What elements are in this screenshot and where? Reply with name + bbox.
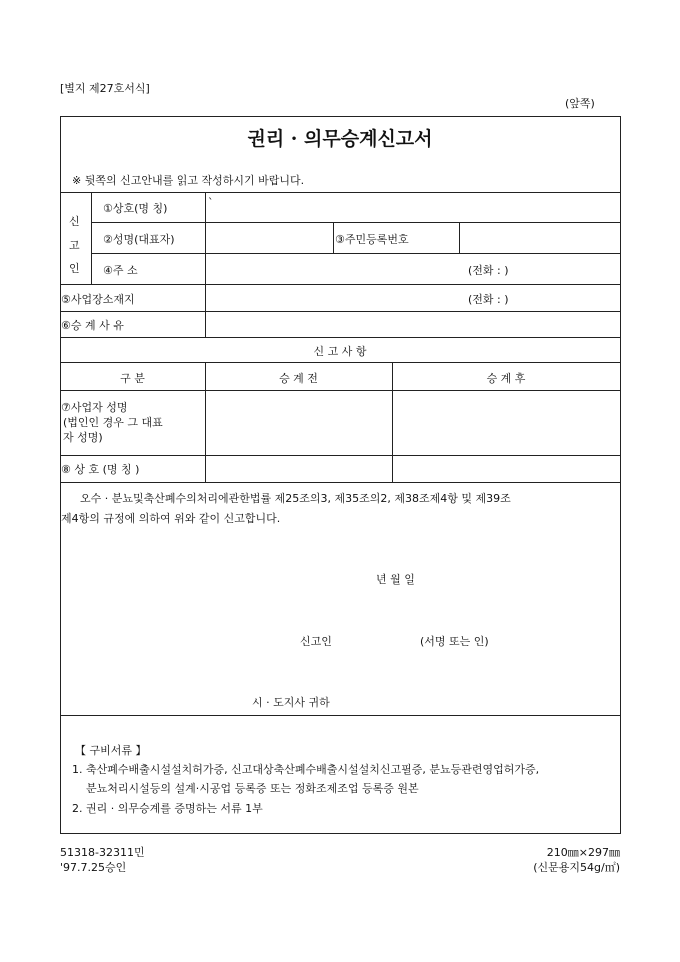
form-code: 51318-32311민 (60, 846, 145, 859)
name-field[interactable] (206, 223, 332, 252)
row7-label: ⑦사업자 성명 (61, 401, 128, 414)
row7-label: (법인인 경우 그 대표 (63, 416, 163, 429)
date-line[interactable]: 년 월 일 (376, 573, 415, 586)
statement: 제4항의 규정에 의하여 위와 같이 신고합니다. (61, 512, 281, 525)
reporter-label: 신 (69, 215, 80, 228)
document-item: 2. 권리 · 의무승계를 증명하는 서류 1부 (72, 802, 263, 815)
documents-heading: 【 구비서류 】 (75, 744, 147, 757)
document-item: 1. 축산폐수배출시설설치허가증, 신고대상축산폐수배출시설설치신고필증, 분뇨등관련영업허가증, (72, 763, 540, 776)
trade-name-field[interactable]: ` (208, 196, 214, 209)
report-items-heading: 신 고 사 항 (313, 345, 367, 358)
side-label: (앞쪽) (565, 97, 595, 110)
business-location-label: ⑤사업장소재지 (61, 293, 135, 306)
statement: 오수 · 분뇨및축산폐수의처리에관한법률 제25조의3, 제35조의2, 제38조제4항 및 제39조 (80, 492, 511, 505)
signature-field[interactable]: (서명 또는 인) (420, 635, 489, 648)
notice: ※ 뒷쪽의 신고안내를 읽고 작성하시기 바랍니다. (72, 174, 305, 187)
col-before: 승 계 전 (279, 372, 318, 385)
page-title: 권리 · 의무승계신고서 (247, 128, 433, 150)
col-category: 구 분 (120, 372, 145, 385)
paper-size: 210㎜×297㎜ (546, 846, 620, 859)
reason-field[interactable] (206, 312, 619, 336)
business-phone[interactable]: (전화 : ) (468, 293, 509, 306)
address-phone[interactable]: (전화 : ) (468, 264, 509, 277)
signer-label: 신고인 (300, 635, 332, 648)
reporter-label: 고 (69, 239, 80, 252)
paper-type: (신문용지54g/㎡) (533, 861, 620, 874)
document-item: 분뇨처리시설등의 설계·시공업 등록증 또는 정화조제조업 등록증 원본 (72, 782, 419, 795)
resident-number-label: ③주민등록번호 (335, 233, 409, 246)
approval-date: '97.7.25승인 (60, 861, 127, 874)
row8-label: ⑧ 상 호 (명 칭 ) (61, 463, 140, 476)
reporter-label: 인 (69, 262, 80, 275)
name-label: ②성명(대표자) (103, 233, 175, 246)
form-number: [별지 제27호서식] (60, 82, 150, 95)
col-after: 승 계 후 (486, 372, 526, 385)
row7-label: 자 성명) (63, 431, 103, 444)
resident-number-field[interactable] (460, 223, 619, 252)
reason-label: ⑥승 계 사 유 (61, 319, 124, 332)
trade-name-label: ①상호(명 칭) (103, 202, 168, 215)
address-label: ④주 소 (103, 264, 138, 277)
recipient: 시 · 도지사 귀하 (252, 696, 330, 709)
